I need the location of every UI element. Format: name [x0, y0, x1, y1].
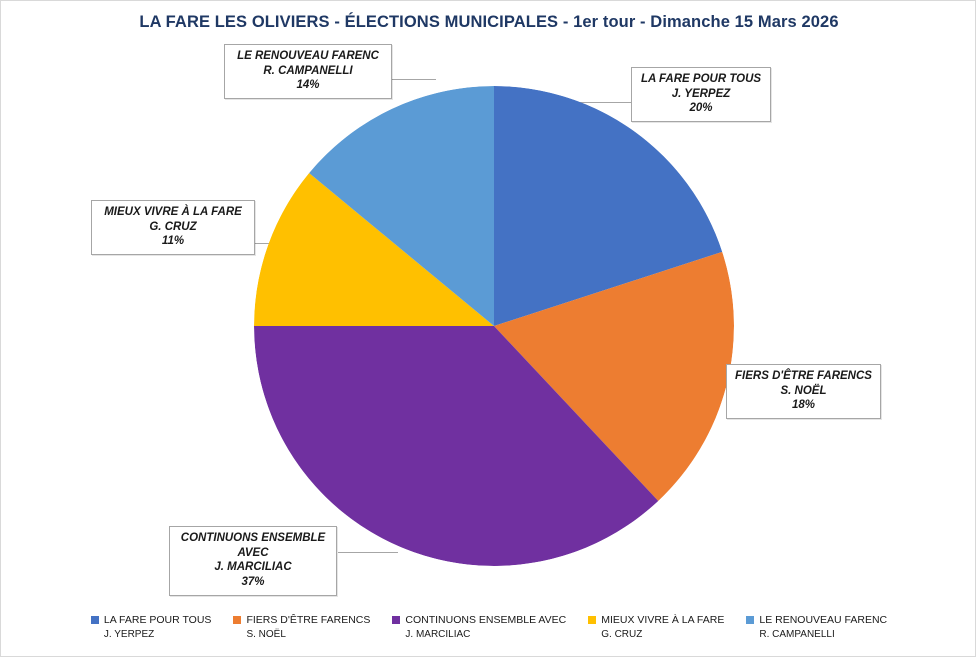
callout-list-label: CONTINUONS ENSEMBLE: [180, 532, 326, 544]
callout-percent: 37%: [241, 576, 265, 589]
callout-candidate: J. YERPEZ: [671, 87, 731, 100]
pie-chart: [254, 86, 734, 566]
leader-line-4: [392, 79, 436, 80]
callout-list-label: MIEUX VIVRE À LA FARE: [104, 206, 242, 218]
legend-swatch-icon: [588, 616, 596, 624]
legend-swatch-icon: [91, 616, 99, 624]
callout-list-label-cont: AVEC: [237, 546, 269, 559]
callout-candidate: S. NOËL: [780, 384, 827, 397]
callout-percent: 20%: [689, 102, 713, 115]
callout-continuons-ensemble-avec: [169, 526, 337, 596]
legend-swatch-icon: [392, 616, 400, 624]
callout-le-renouveau-farenc: [224, 44, 392, 99]
callout-list-label: LA FARE POUR TOUS: [640, 73, 762, 85]
legend-item-fiers-d-etre-farencs[interactable]: [233, 613, 370, 643]
legend-item-le-renouveau-farenc[interactable]: [746, 613, 887, 643]
callout-list-label: FIERS D'ÊTRE FARENCS: [735, 370, 872, 382]
legend-label: FIERS D'ÊTRE FARENCS: [246, 614, 371, 626]
legend-candidate: R. CAMPANELLI: [759, 629, 835, 641]
legend-candidate: G. CRUZ: [601, 629, 643, 641]
callout-la-fare-pour-tous: [631, 67, 771, 122]
callout-fiers-d-etre-farencs: [726, 364, 881, 419]
callout-candidate: J. MARCILIAC: [214, 561, 292, 574]
legend-swatch-icon: [233, 616, 241, 624]
legend-label: CONTINUONS ENSEMBLE AVEC: [405, 614, 567, 626]
callout-mieux-vivre-a-la-fare: [91, 200, 255, 255]
callout-candidate: G. CRUZ: [149, 220, 197, 233]
legend-swatch-icon: [746, 616, 754, 624]
legend-item-continuons-ensemble-avec[interactable]: [392, 613, 566, 643]
page-title: LA FARE LES OLIVIERS - ÉLECTIONS MUNICIPALES - 1er tour - Dimanche 15 Mars 2026: [139, 13, 839, 31]
chart-legend: [1, 613, 976, 643]
legend-item-mieux-vivre-a-la-fare[interactable]: [588, 613, 724, 643]
legend-label: LA FARE POUR TOUS: [103, 614, 212, 626]
legend-label: MIEUX VIVRE À LA FARE: [601, 614, 725, 626]
callout-percent: 18%: [791, 399, 816, 412]
legend-item-la-fare-pour-tous[interactable]: [91, 613, 212, 643]
callout-percent: 11%: [161, 235, 185, 248]
legend-candidate: S. NOËL: [246, 629, 286, 641]
legend-candidate: J. MARCILIAC: [405, 629, 471, 641]
pie-svg: [254, 86, 734, 566]
callout-candidate: R. CAMPANELLI: [263, 64, 353, 77]
callout-percent: 14%: [296, 79, 320, 92]
legend-candidate: J. YERPEZ: [103, 629, 155, 641]
legend-label: LE RENOUVEAU FARENC: [759, 614, 888, 626]
callout-list-label: LE RENOUVEAU FARENC: [237, 50, 379, 62]
